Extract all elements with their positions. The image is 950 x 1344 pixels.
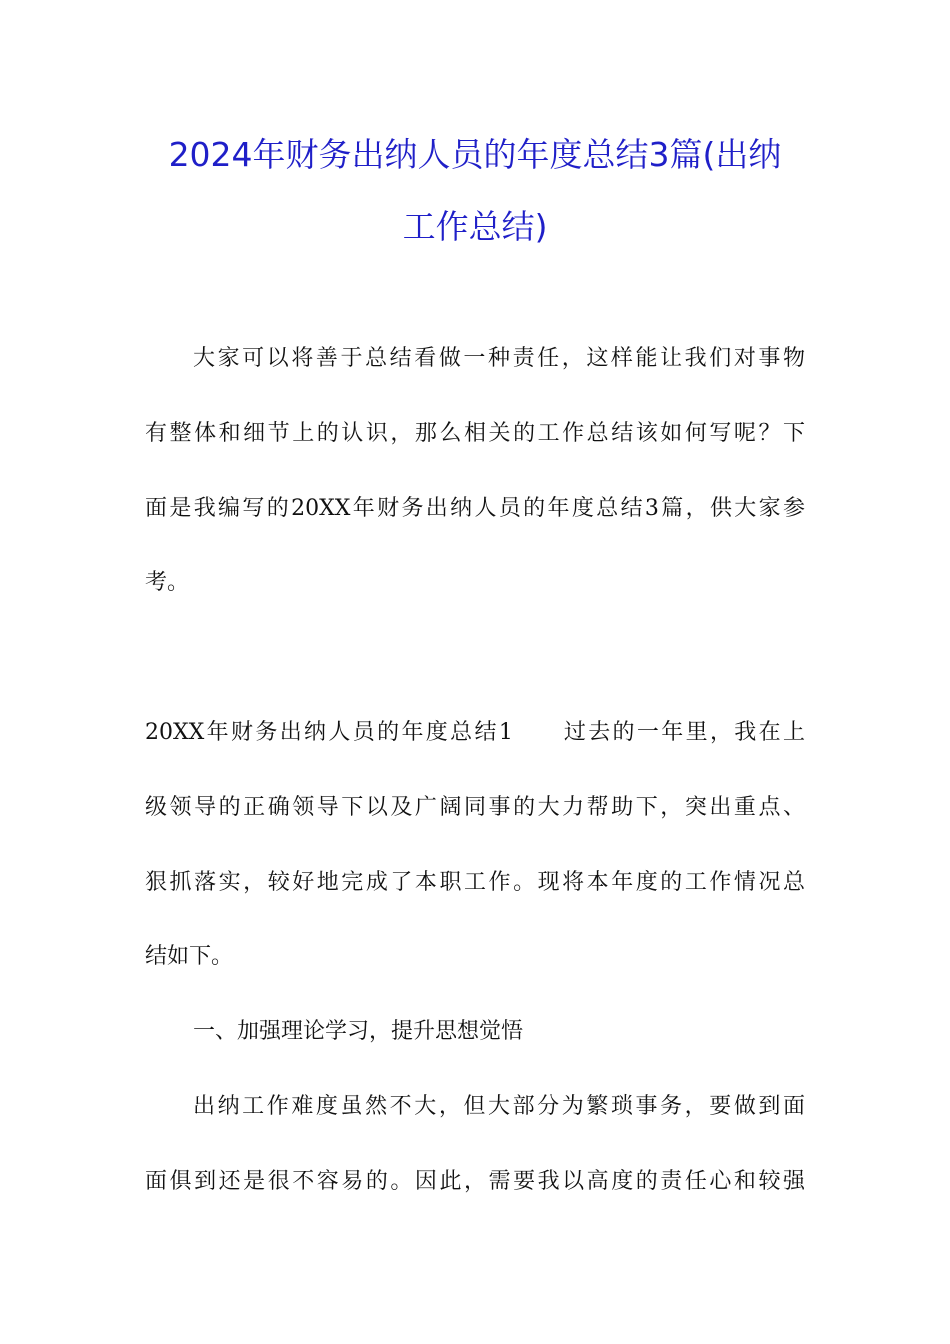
intro-line-4: 考。 xyxy=(145,570,190,595)
title-line-2: 工作总结) xyxy=(402,207,548,246)
para2-line-1: 出纳工作难度虽然不大，但大部分为繁琐事务，要做到面 xyxy=(193,1094,805,1119)
section-heading-1: 一、加强理论学习，提升思想觉悟 xyxy=(193,1019,524,1044)
section1-line-3: 狠抓落实，较好地完成了本职工作。现将本年度的工作情况总 xyxy=(145,870,805,895)
section1-line-1: 20XX年财务出纳人员的年度总结1 过去的一年里，我在上 xyxy=(145,720,805,745)
intro-line-2: 有整体和细节上的认识，那么相关的工作总结该如何写呢？下 xyxy=(145,421,805,446)
title-line-1: 2024年财务出纳人员的年度总结3篇(出纳 xyxy=(168,135,782,174)
para2-line-2: 面俱到还是很不容易的。因此，需要我以高度的责任心和较强 xyxy=(145,1169,805,1194)
section1-line-4: 结如下。 xyxy=(145,944,234,969)
section1-line-2: 级领导的正确领导下以及广阔同事的大力帮助下，突出重点、 xyxy=(145,795,805,820)
intro-line-3: 面是我编写的20XX年财务出纳人员的年度总结3篇，供大家参 xyxy=(145,496,805,521)
intro-line-1: 大家可以将善于总结看做一种责任，这样能让我们对事物 xyxy=(193,346,805,371)
